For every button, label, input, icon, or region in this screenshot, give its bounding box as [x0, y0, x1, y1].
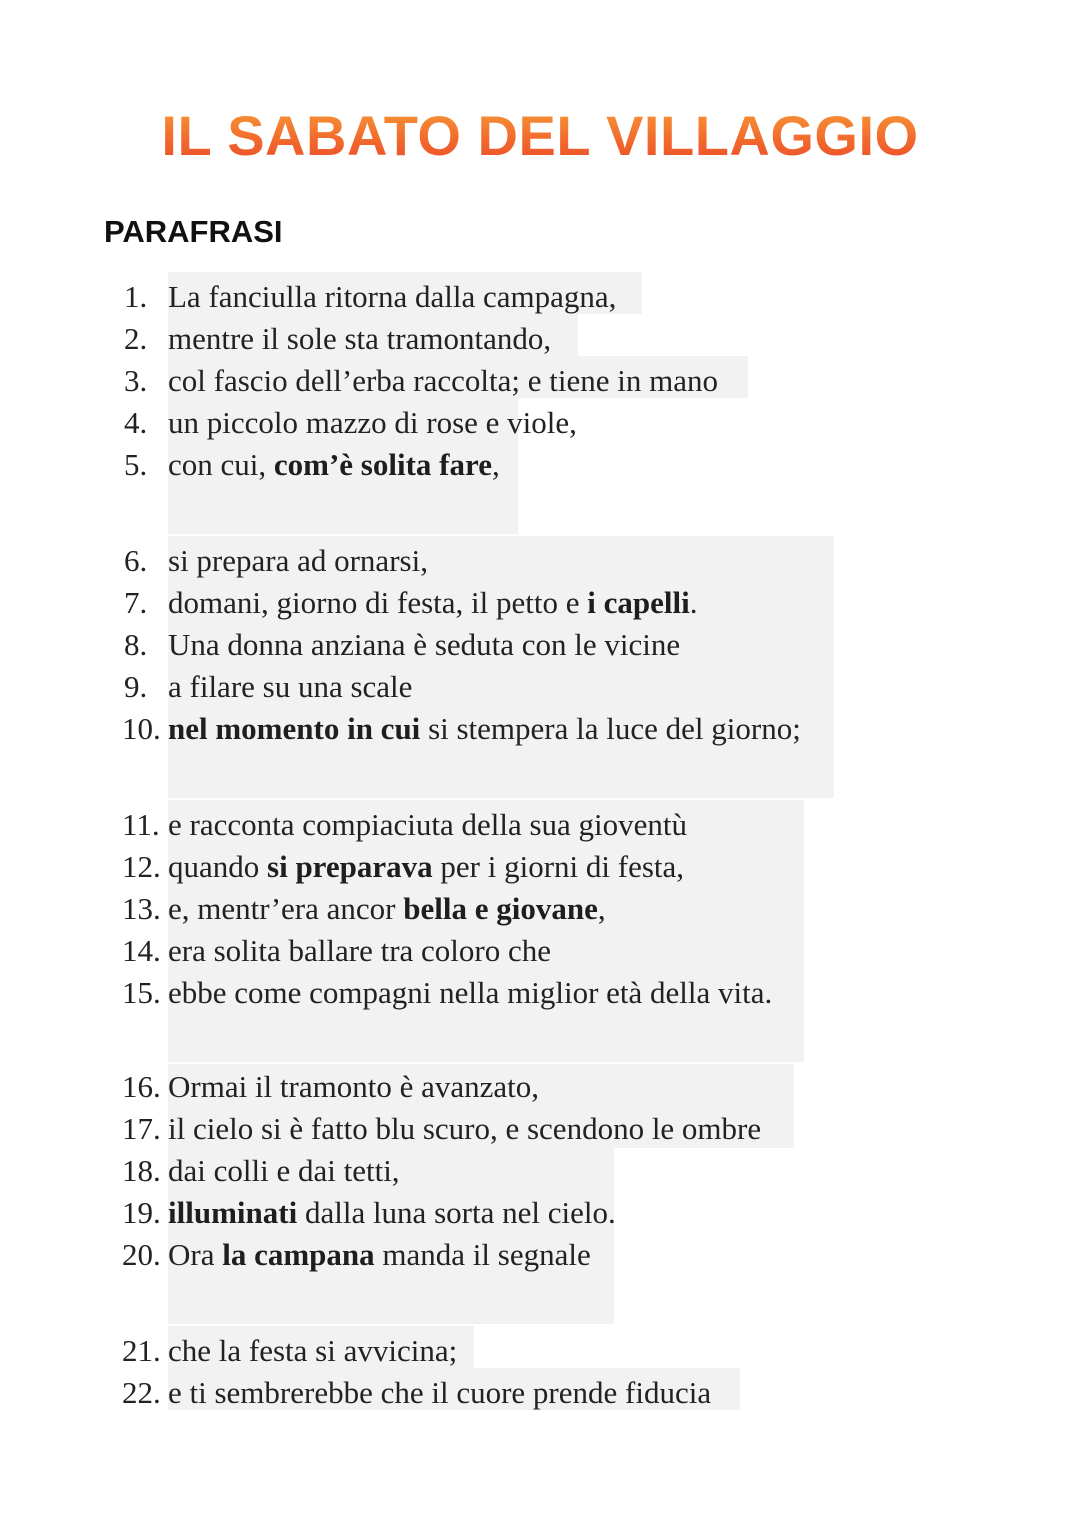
verse-number: 1.: [124, 279, 148, 314]
verse-text: [168, 1108, 761, 1150]
verse-text: [168, 1372, 711, 1414]
verse-text-part: mentre il sole sta tramontando,: [168, 321, 552, 356]
verse-text: [168, 360, 718, 402]
verse-number: 13.: [122, 891, 161, 926]
verse-text-part: ebbe come compagni nella miglior età della vita.: [168, 975, 773, 1010]
verse-number: 7.: [124, 585, 148, 620]
verse-number: 9.: [124, 669, 148, 704]
verse-number: 6.: [124, 543, 148, 578]
verse-text-bold: si preparava: [267, 849, 433, 884]
verse-text-part: a filare su una scale: [168, 669, 413, 704]
verse-number: 11.: [122, 807, 160, 842]
verse-text-bold: la campana: [222, 1237, 375, 1272]
verse-text-part: Ormai il tramonto è avanzato,: [168, 1069, 540, 1104]
verse-text-bold: nel momento in cui: [168, 711, 421, 746]
verse-number: 12.: [122, 849, 161, 884]
verse-text-part: un piccolo mazzo di rose e viole,: [168, 405, 577, 440]
verse-number: 8.: [124, 627, 148, 662]
verse-number: 4.: [124, 405, 148, 440]
verse-text-bold: i capelli: [587, 585, 690, 620]
verse-number: 14.: [122, 933, 161, 968]
verse-text-part: ,: [491, 447, 500, 482]
verse-text: [168, 1066, 539, 1108]
verse-number: 20.: [122, 1237, 161, 1272]
verse-text: [168, 708, 801, 750]
verse-text: [168, 930, 551, 972]
verse-number: 2.: [124, 321, 148, 356]
verse-text-part: La fanciulla ritorna dalla campagna,: [168, 279, 617, 314]
verse-text-part: quando: [168, 849, 268, 884]
verse-number: 19.: [122, 1195, 161, 1230]
verse-text: [168, 1192, 616, 1234]
verse-number: 21.: [122, 1333, 161, 1368]
verse-text: [168, 1150, 400, 1192]
verse-text-part: si prepara ad ornarsi,: [168, 543, 428, 578]
verse-text: [168, 444, 500, 486]
verse-text-part: il cielo si è fatto blu scuro, e scendono le ombre: [168, 1111, 762, 1146]
verse-text-part: si stempera la luce del giorno;: [420, 711, 801, 746]
verse-text-bold: bella e giovane: [403, 891, 598, 926]
verse-text: [168, 888, 606, 930]
verse-text: [168, 846, 684, 888]
verse-text: [168, 402, 577, 444]
verse-text: [168, 804, 687, 846]
verse-text-part: che la festa si avvicina;: [168, 1333, 458, 1368]
verse-text-part: per i giorni di festa,: [432, 849, 685, 884]
verse-text: [168, 582, 698, 624]
verse-text-part: dalla luna sorta nel cielo.: [297, 1195, 616, 1230]
verse-number: 5.: [124, 447, 148, 482]
verse-text-part: manda il segnale: [374, 1237, 591, 1272]
verse-number: 15.: [122, 975, 161, 1010]
verse-number: 16.: [122, 1069, 161, 1104]
verse-text-part: col fascio dell’erba raccolta; e tiene in mano: [168, 363, 718, 398]
verse-text-bold: illuminati: [168, 1195, 298, 1230]
verse-text: [168, 972, 772, 1014]
verse-text-part: .: [689, 585, 698, 620]
verse-text-part: ,: [597, 891, 606, 926]
verse-text: [168, 540, 428, 582]
verse-number: 17.: [122, 1111, 161, 1146]
verse-text: [168, 624, 680, 666]
verse-number: 18.: [122, 1153, 161, 1188]
verse-text-part: Una donna anziana è seduta con le vicine: [168, 627, 681, 662]
verse-text-part: Ora: [168, 1237, 223, 1272]
verse-text: [168, 318, 551, 360]
verse-text-part: era solita ballare tra coloro che: [168, 933, 551, 968]
verse-text-part: e racconta compiaciuta della sua gioventù: [168, 807, 688, 842]
verse-text-part: dai colli e dai tetti,: [168, 1153, 400, 1188]
verse-number: 10.: [122, 711, 161, 746]
verse-text: [168, 666, 412, 708]
verse-text-part: e, mentr’era ancor: [168, 891, 404, 926]
verse-number: 22.: [122, 1375, 161, 1410]
verse-text: [168, 1330, 457, 1372]
section-heading: PARAFRASI: [104, 214, 283, 249]
page-title: IL SABATO DEL VILLAGGIO: [0, 100, 1080, 172]
verse-text-part: domani, giorno di festa, il petto e: [168, 585, 588, 620]
verse-text-part: con cui,: [168, 447, 274, 482]
verse-number: 3.: [124, 363, 148, 398]
verse-text: [168, 276, 616, 318]
verse-text: [168, 1234, 591, 1276]
verse-text-bold: com’è solita fare: [273, 447, 492, 482]
verse-text-part: e ti sembrerebbe che il cuore prende fiducia: [168, 1375, 712, 1410]
